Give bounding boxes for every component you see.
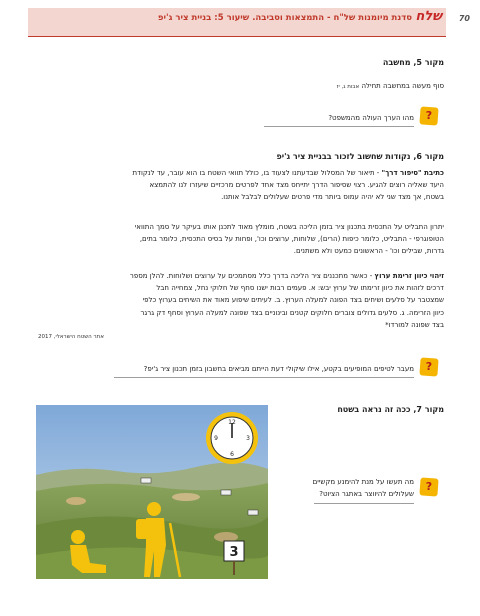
source6-question: מעבר לטיפים המופיעים בקטע, אילו שיקולי דעת הייתם מביאים בחשבון בזמן תכנון ציר ג'יפ?: [143, 365, 414, 373]
source5-quote: סוף מעשה במחשבה תחילה: [361, 82, 444, 90]
answer-line: [314, 503, 414, 504]
p1-lead: כתיבת "סיפור דרך": [381, 169, 444, 177]
shelach-logo: שלח: [415, 9, 442, 24]
clock-number-3: 3: [246, 435, 250, 442]
question-icon: ?: [419, 106, 438, 125]
source6-paragraph3: זיהוי כיוון זרימת ערוץ - כאשר מתכננים ציר הליכה בדרך כלל מסתמכים על ערוצים ושלוחות. להלן מספר דרכים לזהות את כיוון זרימתו של ערוץ יבש: א. פעמים רבות ישנו סחף של חלוקי נחל, צמחייה חבל שמצטבר על סלעים ושיחים בצד הפונה למעלה הערוץ. ב. לעיתים שיפוע מאוד את השיחים בערוץ כלפי כיוון הזרימה. ג. סלעים גדולים צוברים חלוקים קטנים ובינוניים בצד שפונה למעלה הערוץ וסחף דק גרגר בצד שפונה למורדו*: [129, 272, 444, 329]
source6-paragraph1: כתיבת "סיפור דרך" - תיאור של המסלול שבדעתנו לצעוד בו, כולל תוואי השטח בו הוא עובר, עד לנקודת היעד שאליה רוצים להגיע. רצוי שסיפור הדרך יתייחס מצד אחד לפרטים מרכזיים שיעזרו לנו להתמצא בשטח, אך מצד שני לא יהיה עמוס ביותר מדי פרטים שעלולים לבלבל אותנו.: [132, 169, 444, 202]
source5-quote-line: [44, 80, 444, 93]
p3-lead: זיהוי כיוון זרימת ערוץ: [374, 272, 444, 280]
landscape-illustration: [36, 405, 268, 579]
question-icon: ?: [419, 477, 438, 496]
clock-number-6: 6: [230, 451, 234, 458]
sign-number: 3: [229, 545, 239, 560]
source6-footnote: אתר השטח הישראלי, 2017: [38, 334, 104, 340]
clock-number-9: 9: [214, 435, 218, 442]
answer-line: [264, 126, 414, 127]
answer-line: [114, 377, 414, 378]
source5-title: מקור 5, מחשבה: [382, 58, 444, 67]
source7-title: מקור 7, ככה זה נראה בשטח: [337, 405, 444, 414]
page-number: 70: [458, 14, 470, 23]
source7-question: מה תעשו על מנת להימנע מקשיים שעלולים להיווצר באתגר הציוט?: [312, 478, 414, 499]
page-header: [0, 0, 480, 40]
clock-number-12: 12: [228, 419, 236, 426]
source5-question: מהו הערך העולה מהמשפט?: [328, 114, 414, 122]
header-divider: [28, 36, 446, 37]
question-icon: ?: [419, 357, 438, 376]
landscape-photo: [36, 405, 268, 579]
header-title: סדנת מיומנות של"ח - התמצאות וסביבה. שיעור 5: בניית ציר ג'יפ: [157, 13, 412, 23]
source5-quote-ref: אבות ג, יז: [336, 84, 360, 90]
source6-title: מקור 6, נקודות שחשוב לזכור בבניית ציר ג'יפ: [276, 152, 444, 161]
source6-paragraph2: יתרון התבליט על התכסית בתכנון ציר בזמן הליכה בשטח, מומלץ מאוד לתכנן אותו בעיקר על סמך התוואי הטופוגרפי - התבליט, כלומר כיפות (הרים), שלוחות, ערוצים וכו', ופחות על בסיס התכסית, כלומר בתים, גדרות, שבילים וכו' - הראשונים כמעט ולא משתנים.: [134, 223, 444, 256]
